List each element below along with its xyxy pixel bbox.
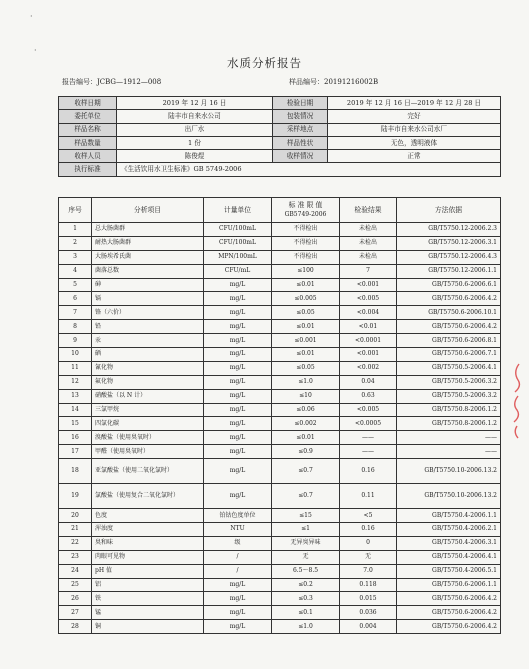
method-basis: GB/T5750.10-2006.13.2 [397, 484, 501, 509]
unit: mg/L [204, 592, 272, 606]
table-row [59, 564, 501, 578]
unit: 铂钴色度单位 [204, 509, 272, 523]
test-result: <0.005 [340, 292, 397, 306]
table-row [59, 389, 501, 403]
method-basis: —— [397, 431, 501, 445]
table-row [59, 550, 501, 564]
analysis-item: 肉眼可见物 [92, 550, 204, 564]
test-result: <0.01 [340, 320, 397, 334]
standard-limit: ≤0.005 [272, 292, 340, 306]
table-row [59, 445, 501, 459]
row-no: 9 [59, 334, 92, 348]
test-result: <0.0005 [340, 417, 397, 431]
test-result: <5 [340, 509, 397, 523]
col-result: 检验结果 [340, 198, 397, 223]
test-result: 0 [340, 536, 397, 550]
test-result: <0.004 [340, 306, 397, 320]
info-value: 正常 [328, 150, 501, 163]
info-label: 收样日期 [59, 97, 117, 110]
unit: / [204, 550, 272, 564]
unit: / [204, 564, 272, 578]
method-basis: GB/T5750.4-2006.4.1 [397, 550, 501, 564]
standard-limit: ≤0.7 [272, 459, 340, 484]
table-row [59, 223, 501, 237]
standard-limit: 不得检出 [272, 236, 340, 250]
unit: mg/L [204, 459, 272, 484]
info-value: 陈俊煜 [117, 150, 273, 163]
info-value: 完好 [328, 110, 501, 123]
row-no: 21 [59, 523, 92, 537]
method-basis: GB/T5750.6-2006.10.1 [397, 306, 501, 320]
test-result: 7 [340, 264, 397, 278]
table-row [59, 459, 501, 484]
unit: mg/L [204, 484, 272, 509]
info-value: 陆丰市自来水公司水厂 [328, 123, 501, 136]
info-value: 陆丰市自来水公司 [117, 110, 273, 123]
row-no: 26 [59, 592, 92, 606]
info-value: 2019 年 12 月 16 日—2019 年 12 月 28 日 [328, 97, 501, 110]
method-basis: GB/T5750.5-2006.3.2 [397, 375, 501, 389]
unit: NTU [204, 523, 272, 537]
row-no: 22 [59, 536, 92, 550]
table-row [59, 306, 501, 320]
standard-limit: ≤0.002 [272, 417, 340, 431]
standard-limit: ≤15 [272, 509, 340, 523]
method-basis: GB/T5750.6-2006.4.2 [397, 620, 501, 634]
col-method: 方法依据 [397, 198, 501, 223]
scan-speck: · [34, 46, 37, 55]
unit: MPN/100mL [204, 250, 272, 264]
table-row [59, 361, 501, 375]
row-no: 7 [59, 306, 92, 320]
scan-speck: · [30, 12, 33, 21]
unit: CFU/mL [204, 264, 272, 278]
unit: CFU/100mL [204, 223, 272, 237]
analysis-item: 耐热大肠菌群 [92, 236, 204, 250]
analysis-item: 总大肠菌群 [92, 223, 204, 237]
row-no: 28 [59, 620, 92, 634]
table-row [59, 278, 501, 292]
analysis-item: pH 值 [92, 564, 204, 578]
test-result: 无 [340, 550, 397, 564]
analysis-item: 甲醛（使用臭氧时） [92, 445, 204, 459]
row-no: 2 [59, 236, 92, 250]
method-basis: GB/T5750.5-2006.4.1 [397, 361, 501, 375]
standard-limit: ≤0.01 [272, 348, 340, 362]
standard-limit: ≤0.001 [272, 334, 340, 348]
table-row [59, 606, 501, 620]
table-row [59, 417, 501, 431]
sample-number: 样品编号：20191216002B [289, 78, 379, 86]
standard-limit: ≤1 [272, 523, 340, 537]
test-result: 0.118 [340, 578, 397, 592]
table-row [59, 292, 501, 306]
analysis-item: 三氯甲烷 [92, 403, 204, 417]
method-basis: GB/T5750.12-2006.1.1 [397, 264, 501, 278]
results-table [58, 197, 501, 634]
unit: mg/L [204, 606, 272, 620]
analysis-item: 镉 [92, 292, 204, 306]
method-basis: GB/T5750.4-2006.3.1 [397, 536, 501, 550]
col-limit-bottom: GB5749-2006 [284, 211, 327, 218]
col-limit-top: 标 准 限 值 [288, 201, 323, 209]
analysis-item: 溴酸盐（使用臭氧时） [92, 431, 204, 445]
info-value: 无色，透明液体 [328, 136, 501, 149]
table-row [59, 403, 501, 417]
row-no: 6 [59, 292, 92, 306]
method-basis: —— [397, 445, 501, 459]
method-basis: GB/T5750.6-2006.4.2 [397, 592, 501, 606]
unit: mg/L [204, 292, 272, 306]
report-title: 水质分析报告 [227, 56, 302, 70]
row-no: 14 [59, 403, 92, 417]
row-no: 15 [59, 417, 92, 431]
unit: mg/L [204, 348, 272, 362]
analysis-item: 氯酸盐（使用复合二氧化氯时） [92, 484, 204, 509]
table-row [59, 250, 501, 264]
info-label: 采样地点 [273, 123, 328, 136]
standard-limit: ≤0.01 [272, 320, 340, 334]
table-row [59, 264, 501, 278]
unit: mg/L [204, 278, 272, 292]
standard-limit: 不得检出 [272, 250, 340, 264]
info-label: 样品性状 [273, 136, 328, 149]
info-value: 出厂水 [117, 123, 273, 136]
info-label: 收样情况 [273, 150, 328, 163]
analysis-item: 砷 [92, 278, 204, 292]
row-no: 19 [59, 484, 92, 509]
method-basis: GB/T5750.10-2006.13.2 [397, 459, 501, 484]
table-row [59, 536, 501, 550]
unit: CFU/100mL [204, 236, 272, 250]
method-basis: GB/T5750.4-2006.2.1 [397, 523, 501, 537]
info-label: 样品数量 [59, 136, 117, 149]
unit: mg/L [204, 306, 272, 320]
table-row [59, 431, 501, 445]
test-result: 0.11 [340, 484, 397, 509]
standard-limit: ≤0.3 [272, 592, 340, 606]
row-no: 11 [59, 361, 92, 375]
analysis-item: 锰 [92, 606, 204, 620]
test-result: 未检出 [340, 223, 397, 237]
method-basis: GB/T5750.6-2006.1.1 [397, 578, 501, 592]
info-label: 包装情况 [273, 110, 328, 123]
info-label: 收样人员 [59, 150, 117, 163]
analysis-item: 铝 [92, 578, 204, 592]
standard-limit: ≤1.0 [272, 620, 340, 634]
method-basis: GB/T5750.6-2006.4.2 [397, 606, 501, 620]
table-row [59, 236, 501, 250]
sample-info-table [58, 96, 501, 177]
method-basis: GB/T5750.12-2006.4.3 [397, 250, 501, 264]
row-no: 10 [59, 348, 92, 362]
info-label: 样品名称 [59, 123, 117, 136]
method-basis: GB/T5750.6-2006.4.2 [397, 320, 501, 334]
analysis-item: 氰化物 [92, 361, 204, 375]
test-result: 0.63 [340, 389, 397, 403]
row-no: 23 [59, 550, 92, 564]
unit: mg/L [204, 431, 272, 445]
method-basis: GB/T5750.8-2006.1.2 [397, 417, 501, 431]
col-item: 分析项目 [92, 198, 204, 223]
method-basis: GB/T5750.6-2006.6.1 [397, 278, 501, 292]
table-row [59, 320, 501, 334]
test-result: <0.001 [340, 348, 397, 362]
standard-limit: ≤0.05 [272, 306, 340, 320]
analysis-item: 浑浊度 [92, 523, 204, 537]
analysis-item: 大肠埃希氏菌 [92, 250, 204, 264]
table-row [59, 578, 501, 592]
test-result: 0.04 [340, 375, 397, 389]
analysis-item: 四氯化碳 [92, 417, 204, 431]
table-row [59, 484, 501, 509]
standard-limit: ≤100 [272, 264, 340, 278]
table-row [59, 334, 501, 348]
standard-limit: ≤10 [272, 389, 340, 403]
table-row [59, 375, 501, 389]
row-no: 24 [59, 564, 92, 578]
info-row [59, 110, 501, 123]
analysis-item: 铁 [92, 592, 204, 606]
results-header-row [59, 198, 501, 223]
analysis-item: 铬（六价） [92, 306, 204, 320]
standard-limit: ≤0.1 [272, 606, 340, 620]
test-result: 未检出 [340, 250, 397, 264]
standard-limit: ≤0.06 [272, 403, 340, 417]
standard-limit: ≤0.2 [272, 578, 340, 592]
method-basis: GB/T5750.4-2006.1.1 [397, 509, 501, 523]
method-basis: GB/T5750.12-2006.2.3 [397, 223, 501, 237]
test-result: —— [340, 431, 397, 445]
col-unit: 计量单位 [204, 198, 272, 223]
info-value: 1 份 [117, 136, 273, 149]
test-result: —— [340, 445, 397, 459]
analysis-item: 菌落总数 [92, 264, 204, 278]
standard-limit: 6.5～8.5 [272, 564, 340, 578]
standard-row [59, 163, 501, 176]
standard-value: 《生活饮用水卫生标准》GB 5749-2006 [117, 163, 501, 176]
unit: mg/L [204, 445, 272, 459]
info-row [59, 150, 501, 163]
info-row [59, 136, 501, 149]
test-result: 0.004 [340, 620, 397, 634]
row-no: 3 [59, 250, 92, 264]
info-label: 委托单位 [59, 110, 117, 123]
row-no: 16 [59, 431, 92, 445]
test-result: 0.16 [340, 523, 397, 537]
standard-limit: 无 [272, 550, 340, 564]
row-no: 17 [59, 445, 92, 459]
method-basis: GB/T5750.6-2006.4.2 [397, 292, 501, 306]
unit: mg/L [204, 620, 272, 634]
col-no: 序号 [59, 198, 92, 223]
red-seal-stamp [509, 362, 523, 440]
row-no: 13 [59, 389, 92, 403]
method-basis: GB/T5750.4-2006.5.1 [397, 564, 501, 578]
method-basis: GB/T5750.8-2006.1.2 [397, 403, 501, 417]
info-label: 检验日期 [273, 97, 328, 110]
test-result: 0.16 [340, 459, 397, 484]
standard-limit: ≤0.01 [272, 278, 340, 292]
row-no: 18 [59, 459, 92, 484]
analysis-item: 臭和味 [92, 536, 204, 550]
test-result: 0.015 [340, 592, 397, 606]
standard-limit: ≤0.05 [272, 361, 340, 375]
unit: 级 [204, 536, 272, 550]
unit: mg/L [204, 320, 272, 334]
row-no: 25 [59, 578, 92, 592]
unit: mg/L [204, 334, 272, 348]
table-row [59, 620, 501, 634]
unit: mg/L [204, 417, 272, 431]
table-row [59, 509, 501, 523]
analysis-item: 铅 [92, 320, 204, 334]
analysis-item: 硝酸盐（以 N 计） [92, 389, 204, 403]
standard-limit: 无异臭异味 [272, 536, 340, 550]
info-row [59, 123, 501, 136]
method-basis: GB/T5750.6-2006.7.1 [397, 348, 501, 362]
row-no: 1 [59, 223, 92, 237]
analysis-item: 铜 [92, 620, 204, 634]
row-no: 20 [59, 509, 92, 523]
unit: mg/L [204, 361, 272, 375]
analysis-item: 色度 [92, 509, 204, 523]
table-row [59, 523, 501, 537]
method-basis: GB/T5750.5-2006.3.2 [397, 389, 501, 403]
standard-label: 执行标准 [59, 163, 117, 176]
standard-limit: ≤0.01 [272, 431, 340, 445]
analysis-item: 硒 [92, 348, 204, 362]
row-no: 5 [59, 278, 92, 292]
test-result: <0.001 [340, 278, 397, 292]
unit: mg/L [204, 375, 272, 389]
standard-limit: ≤0.7 [272, 484, 340, 509]
method-basis: GB/T5750.6-2006.8.1 [397, 334, 501, 348]
col-limit [272, 198, 340, 223]
test-result: <0.002 [340, 361, 397, 375]
analysis-item: 氟化物 [92, 375, 204, 389]
table-row [59, 592, 501, 606]
standard-limit: ≤0.9 [272, 445, 340, 459]
test-result: <0.0001 [340, 334, 397, 348]
row-no: 12 [59, 375, 92, 389]
test-result: 7.0 [340, 564, 397, 578]
report-number: 报告编号：JCBG—1912—008 [62, 78, 162, 86]
table-row [59, 348, 501, 362]
info-value: 2019 年 12 月 16 日 [117, 97, 273, 110]
unit: mg/L [204, 403, 272, 417]
standard-limit: ≤1.0 [272, 375, 340, 389]
row-no: 27 [59, 606, 92, 620]
test-result: <0.005 [340, 403, 397, 417]
row-no: 8 [59, 320, 92, 334]
analysis-item: 汞 [92, 334, 204, 348]
analysis-item: 亚氯酸盐（使用二氧化氯时） [92, 459, 204, 484]
test-result: 0.036 [340, 606, 397, 620]
info-row [59, 97, 501, 110]
method-basis: GB/T5750.12-2006.3.1 [397, 236, 501, 250]
standard-limit: 不得检出 [272, 223, 340, 237]
row-no: 4 [59, 264, 92, 278]
test-result: 未检出 [340, 236, 397, 250]
unit: mg/L [204, 389, 272, 403]
unit: mg/L [204, 578, 272, 592]
